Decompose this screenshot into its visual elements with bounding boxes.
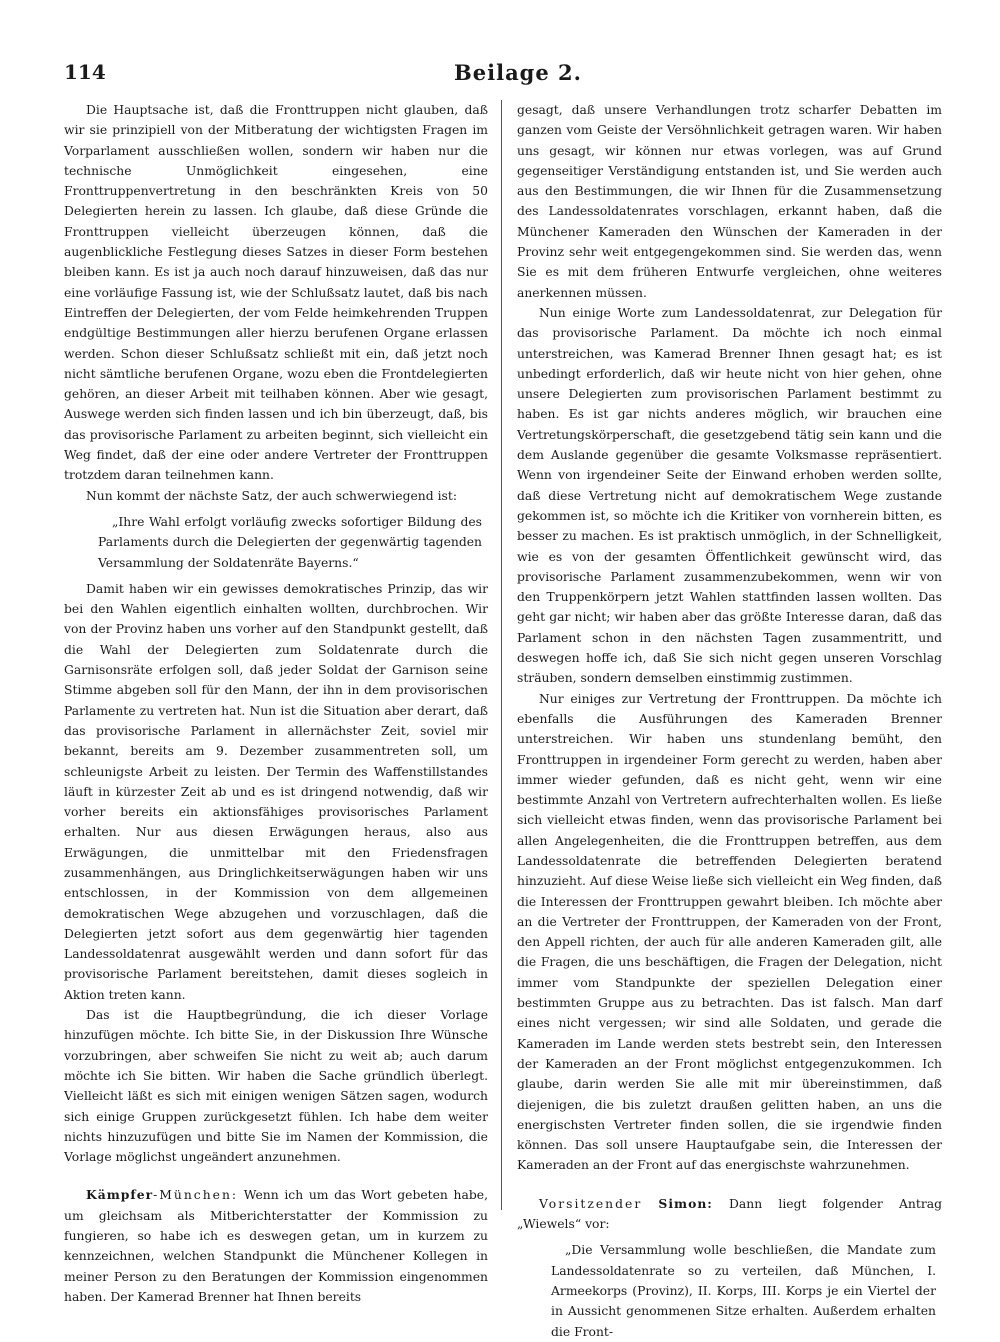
speaker-place: -München: <box>153 1188 239 1203</box>
left-column <box>64 100 488 1304</box>
left-quote: „Ihre Wahl erfolgt vorläufig zwecks sofortiger Bildung des Parlaments durch die Delegierten der gegenwärtig tagenden Versammlung der Soldatenräte Bayerns.“ <box>98 514 482 570</box>
left-paragraph-2: Nun kommt der nächste Satz, der auch schwerwiegend ist: <box>86 488 457 503</box>
running-head: Beilage 2. <box>454 60 582 85</box>
speaker-name: Kämpfer <box>86 1187 154 1203</box>
right-quote: „Die Versammlung wolle beschließen, die Mandate zum Landessoldatenrate so zu verteilen, daß München, I. Armeekorps (Provinz), II. Korps, III. Korps je ein Viertel der in Aussicht genommenen Sitze erhalten. Außerdem erhalten die Front- <box>551 1243 936 1339</box>
page-number: 114 <box>64 60 106 84</box>
left-paragraph-4: Das ist die Hauptbegründung, die ich dieser Vorlage hinzufügen möchte. Ich bitte Sie, in der Diskussion Ihre Wünsche vorzubringen, aber schweifen Sie nicht zu weit ab; auch darum möchte ich Sie bitten. Wir haben die Sache gründlich überlegt. Vielleicht läßt es sich mit einigen wenigen Sätzen sagen, wodurch sich einige Gruppen zurückgesetzt fühlen. Ich habe dem weiter nichts hinzuzufügen und bitte Sie im Namen der Kommission, die Vorlage möglichst ungeändert anzunehmen. <box>64 1008 488 1165</box>
left-speech-kaempfer <box>64 1185 488 1307</box>
right-paragraph-3: Nur einiges zur Vertretung der Fronttruppen. Da möchte ich ebenfalls die Ausführungen des Kameraden Brenner unterstreichen. Wir haben uns stundenlang bemüht, den Fronttruppen in irgendeiner Form gerecht zu werden, haben aber immer wieder gefunden, daß es nicht geht, wenn wir eine bestimmte Anzahl von Vertretern aufrechterhalten wollen. Es ließe sich vielleicht etwas finden, wenn das provisorische Parlament bei allen Angelegenheiten, die die Fronttruppen betreffen, aus dem Landessoldatenrate die betreffenden Delegierten beratend hinzuzieht. Auf diese Weise ließe sich vielleicht ein Weg finden, daß die Interessen der Fronttruppen gewahrt bleiben. Ich möchte aber an die Vertreter der Fronttruppen, der Kameraden von der Front, den Appell richten, der auch für alle anderen Kameraden gilt, alle die Fragen, die uns beschäftigen, die Fragen der Delegation, nicht immer vom Standpunkte der speziellen Delegation einer bestimmten Gruppe aus zu betrachten. Das ist falsch. Man darf eines nicht vergessen; wir sind alle Soldaten, und gerade die Kameraden im Lande werden stets bestrebt sein, den Interessen der Kameraden an der Front möglichst entgegenzukommen. Ich glaube, darin werden Sie alle mit mir übereinstimmen, daß diejenigen, die bis zuletzt draußen gelitten haben, an uns die energischsten Vertreter finden sollen, die sie irgendwie finden können. Das soll unsere Hauptaufgabe sein, die Interessen der Kameraden an der Front auf das energischste wahrzunehmen. <box>517 691 942 1173</box>
left-paragraph-5: Wenn ich um das Wort gebeten habe, um gleichsam als Mitberichterstatter der Kommission zu fungieren, so habe ich es deswegen getan, um in kurzem zu kennzeichnen, welchen Standpunkt die Münchener Kollegen in meiner Person zu den Beratungen der Kommission eingenommen haben. Der Kamerad Brenner hat Ihnen bereits <box>64 1188 488 1304</box>
right-paragraph-2: Nun einige Worte zum Landessoldatenrat, zur Delegation für das provisorische Parlament. Da möchte ich noch einmal unterstreichen, was Kamerad Brenner Ihnen gesagt hat; es ist unbedingt erforderlich, daß wir heute nicht von hier gehen, ohne unsere Delegierten zum provisorischen Parlament bestimmt zu haben. Es ist gar nichts anderes möglich, wir brauchen eine Vertretungskörperschaft, die gesetzgebend tätig sein kann und die dem Auslande gegenüber die gesamte Volksmasse repräsentiert. Wenn von irgendeiner Seite der Einwand erhoben werden sollte, daß diese Vertretung nicht auf demokratischem Wege zustande gekommen ist, so möchte ich die Kritiker von vornherein bitten, es besser zu machen. Es ist praktisch unmöglich, in der Schnelligkeit, wie es von der gesamten Öffentlichkeit gewünscht wird, das provisorische Parlament zusammenzubekommen, wenn wir von den Truppenkörpern jetzt Wahlen stattfinden lassen wollten. Das geht gar nicht; wir haben aber das größte Interesse daran, daß das Parlament schon in den nächsten Tagen zusammentritt, und deswegen hoffe ich, daß Sie sich nicht gegen unseren Vorschlag sträuben, sondern demselben einstimmig zustimmen. <box>517 305 942 686</box>
left-paragraph-3: Damit haben wir ein gewisses demokratisches Prinzip, das wir bei den Wahlen eigentlich einhalten wollten, durchbrochen. Wir von der Provinz haben uns vorher auf den Standpunkt gestellt, daß die Wahl der Delegierten zum Soldatenrate durch die Garnisonsräte erfolgen soll, daß jeder Soldat der Garnison seine Stimme abgeben soll für den Mann, der ihn in dem provisorischen Parlamente zu vertreten hat. Nun ist die Situation aber derart, daß das provisorische Parlament in allernächster Zeit, soviel mir bekannt, bereits am 9. Dezember zusammentreten soll, um schleunigste Arbeit zu leisten. Der Termin des Waffenstillstandes läuft in kürzester Zeit ab und es ist dringend notwendig, daß wir vorher bereits ein aktionsfähiges provisorisches Parlament erhalten. Nur aus diesen Erwägungen heraus, also aus Erwägungen, die unmittelbar mit den Friedensfragen zusammenhängen, aus Dringlichkeitserwägungen haben wir uns entschlossen, in der Kommission von dem allgemeinen demokratischen Wege abzugehen und vorzuschlagen, daß die Delegierten jetzt sofort aus dem gegenwärtig hier tagenden Landessoldatenrat ausgewählt werden und dann sofort für das provisorische Parlament bereitstehen, damit dieses sogleich in Aktion treten kann. <box>64 581 488 1002</box>
page-header <box>64 60 944 94</box>
right-paragraph-1: gesagt, daß unsere Verhandlungen trotz scharfer Debatten im ganzen vom Geiste der Versöhnlichkeit getragen waren. Wir haben uns gesagt, wir können nur etwas vorlegen, was auf Grund gegenseitiger Verständigung entstanden ist, und Sie werden auch aus den Bestimmungen, die wir Ihnen für die Zusammensetzung des Landessoldatenrates vorschlagen, erkannt haben, daß die Münchener Kameraden den Wünschen der Kameraden in der Provinz sehr weit entgegengekommen sind. Sie werden das, wenn Sie es mit dem früheren Entwurfe vergleichen, ohne weiteres anerkennen müssen. <box>517 103 942 300</box>
chair-label: Vorsitzender <box>539 1196 643 1211</box>
right-paragraph-4: Dann liegt folgender Antrag „Wiewels“ vor: <box>517 1196 942 1232</box>
column-divider <box>501 100 502 1210</box>
right-chair-statement <box>517 1194 942 1235</box>
left-paragraph-1: Die Hauptsache ist, daß die Fronttruppen nicht glauben, daß wir sie prinzipiell von der Mitberatung der wichtigsten Fragen im Vorparlament ausschließen wollen, sondern wir haben nur die technische Unmöglichkeit eingesehen, eine Fronttruppenvertretung in den beschränkten Kreis von 50 Delegierten herein zu lassen. Ich glaube, daß diese Gründe die Fronttruppen vielleicht überzeugen können, daß die augenblickliche Festlegung dieses Satzes in dieser Form bestehen bleiben kann. Es ist ja auch noch darauf hinzuweisen, daß das nur eine vorläufige Fassung ist, wie der Schlußsatz lautet, daß bis nach Eintreffen der Delegierten, der vom Felde heimkehrenden Truppen endgültige Bestimmungen aller hierzu berufenen Organe erlassen werden. Schon dieser Schlußsatz schließt mit ein, daß jetzt noch nicht sämtliche berufenen Organe, wozu eben die Frontdelegierten gehören, an dieser Arbeit mit teilhaben können. Aber wie gesagt, Auswege werden sich finden lassen und ich bin überzeugt, daß, bis das provisorische Parlament zu arbeiten beginnt, sich vielleicht ein Weg findet, daß der eine oder andere Vertreter der Fronttruppen trotzdem daran teilnehmen kann. <box>64 103 488 483</box>
right-column <box>517 100 942 1339</box>
chair-name: Simon: <box>658 1195 713 1211</box>
